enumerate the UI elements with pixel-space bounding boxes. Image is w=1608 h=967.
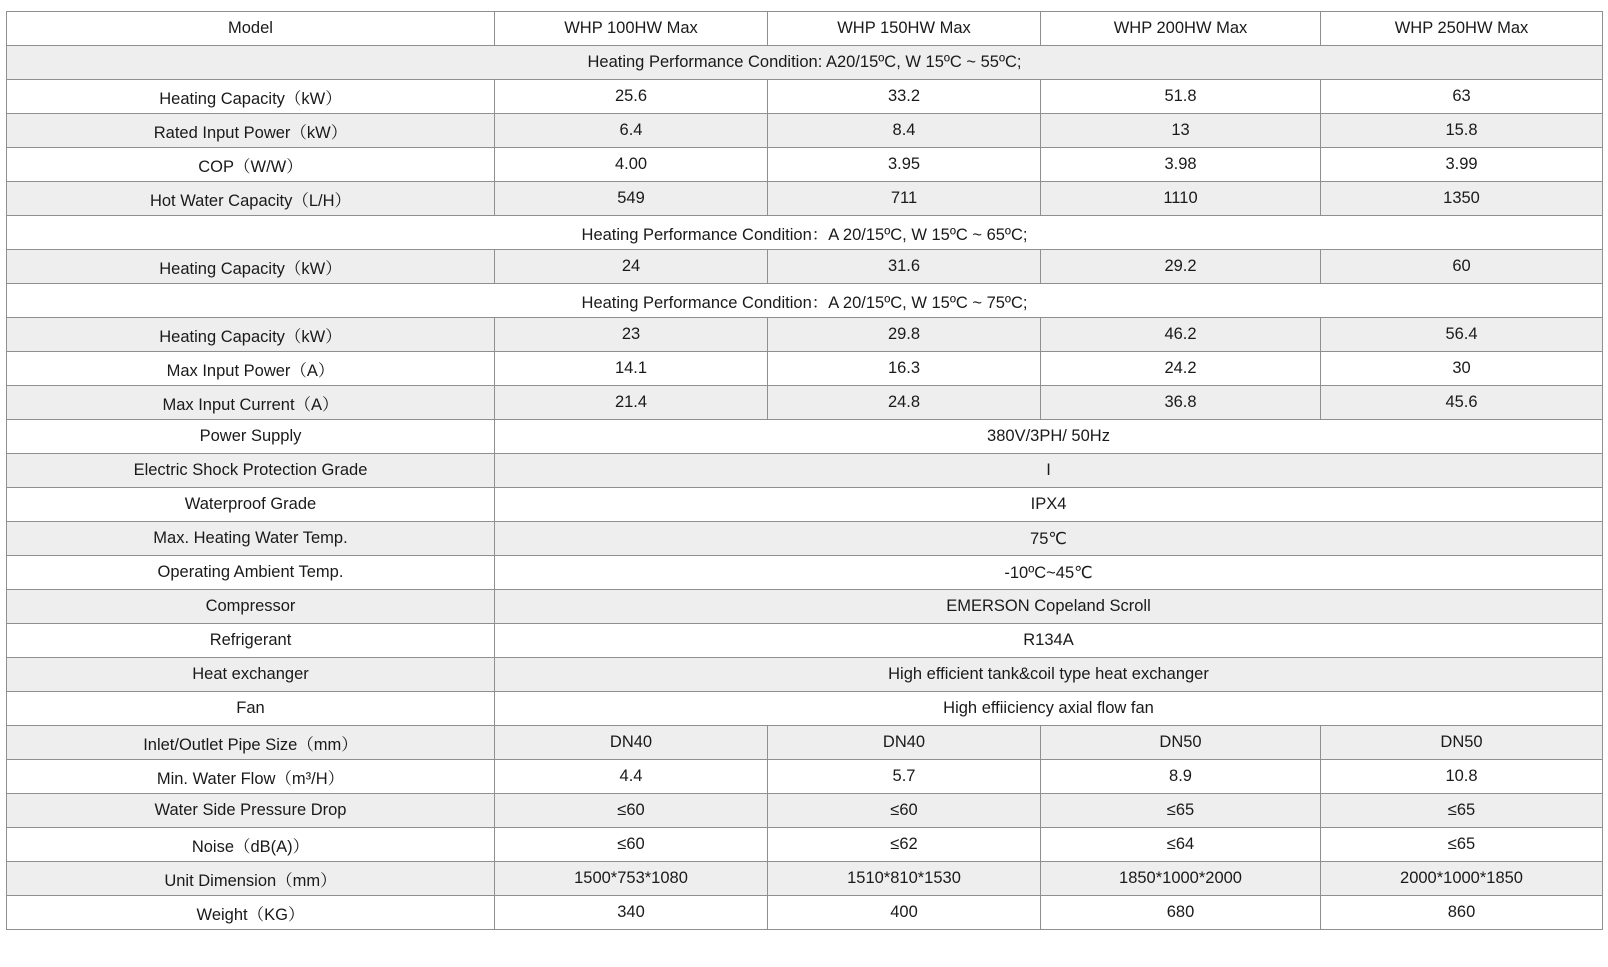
spec-value-model-2: 711: [768, 182, 1041, 216]
spec-value-model-4: 56.4: [1321, 318, 1603, 352]
header-model-3: WHP 200HW Max: [1041, 12, 1321, 46]
spec-value-model-4: DN50: [1321, 726, 1603, 760]
spec-label: Min. Water Flow（m³/H）: [7, 760, 495, 794]
spec-label: Heating Capacity（kW）: [7, 80, 495, 114]
spec-value-model-1: 1500*753*1080: [495, 862, 768, 896]
spec-value-model-2: 24.8: [768, 386, 1041, 420]
spec-value-model-4: 1350: [1321, 182, 1603, 216]
section-row: [7, 216, 1603, 250]
spec-label: Unit Dimension（mm）: [7, 862, 495, 896]
spec-label: Heating Capacity（kW）: [7, 318, 495, 352]
spec-value-model-3: ≤65: [1041, 794, 1321, 828]
spec-label: Power Supply: [7, 420, 495, 454]
spec-row: [7, 522, 1603, 556]
spec-row: [7, 182, 1603, 216]
spec-value-all-models: R134A: [495, 624, 1603, 658]
spec-value-model-2: 29.8: [768, 318, 1041, 352]
spec-value-model-4: 63: [1321, 80, 1603, 114]
spec-value-all-models: High efficient tank&coil type heat exchanger: [495, 658, 1603, 692]
spec-value-model-1: 14.1: [495, 352, 768, 386]
spec-value-model-4: 30: [1321, 352, 1603, 386]
spec-row: [7, 250, 1603, 284]
spec-value-model-4: 15.8: [1321, 114, 1603, 148]
header-model-1: WHP 100HW Max: [495, 12, 768, 46]
spec-label: Inlet/Outlet Pipe Size（mm）: [7, 726, 495, 760]
spec-value-model-2: 8.4: [768, 114, 1041, 148]
spec-row: [7, 420, 1603, 454]
spec-label: COP（W/W）: [7, 148, 495, 182]
spec-value-model-3: 1850*1000*2000: [1041, 862, 1321, 896]
spec-row: [7, 80, 1603, 114]
spec-label: Max Input Current（A）: [7, 386, 495, 420]
spec-value-all-models: EMERSON Copeland Scroll: [495, 590, 1603, 624]
spec-value-model-3: 3.98: [1041, 148, 1321, 182]
spec-label: Water Side Pressure Drop: [7, 794, 495, 828]
spec-table-body: [7, 12, 1603, 930]
section-condition: Heating Performance Condition：A 20/15ºC, W 15ºC ~ 65ºC;: [7, 216, 1603, 250]
spec-row: [7, 658, 1603, 692]
spec-value-all-models: -10ºC~45℃: [495, 556, 1603, 590]
spec-value-model-1: ≤60: [495, 794, 768, 828]
spec-row: [7, 318, 1603, 352]
spec-value-model-4: ≤65: [1321, 828, 1603, 862]
spec-row: [7, 760, 1603, 794]
spec-value-model-1: 24: [495, 250, 768, 284]
spec-value-model-1: 340: [495, 896, 768, 930]
spec-row: [7, 862, 1603, 896]
spec-value-model-3: 24.2: [1041, 352, 1321, 386]
spec-value-model-2: 33.2: [768, 80, 1041, 114]
spec-value-model-3: 8.9: [1041, 760, 1321, 794]
spec-value-model-3: 1110: [1041, 182, 1321, 216]
spec-value-all-models: 380V/3PH/ 50Hz: [495, 420, 1603, 454]
section-row: [7, 284, 1603, 318]
spec-value-model-2: 400: [768, 896, 1041, 930]
spec-label: Max. Heating Water Temp.: [7, 522, 495, 556]
spec-label: Electric Shock Protection Grade: [7, 454, 495, 488]
spec-value-model-1: 4.00: [495, 148, 768, 182]
section-row: [7, 46, 1603, 80]
spec-row: [7, 556, 1603, 590]
spec-value-model-4: 60: [1321, 250, 1603, 284]
spec-label: Heat exchanger: [7, 658, 495, 692]
spec-row: [7, 488, 1603, 522]
spec-value-model-3: ≤64: [1041, 828, 1321, 862]
spec-row: [7, 114, 1603, 148]
spec-row: [7, 148, 1603, 182]
spec-label: Waterproof Grade: [7, 488, 495, 522]
spec-value-model-1: DN40: [495, 726, 768, 760]
header-model-2: WHP 150HW Max: [768, 12, 1041, 46]
spec-value-all-models: 75℃: [495, 522, 1603, 556]
spec-value-all-models: High effiiciency axial flow fan: [495, 692, 1603, 726]
spec-label: Rated Input Power（kW）: [7, 114, 495, 148]
spec-value-model-1: 25.6: [495, 80, 768, 114]
spec-row: [7, 726, 1603, 760]
spec-row: [7, 386, 1603, 420]
spec-row: [7, 454, 1603, 488]
spec-label: Weight（KG）: [7, 896, 495, 930]
spec-value-model-4: ≤65: [1321, 794, 1603, 828]
spec-value-model-2: 31.6: [768, 250, 1041, 284]
spec-row: [7, 896, 1603, 930]
spec-value-model-2: 3.95: [768, 148, 1041, 182]
header-model-4: WHP 250HW Max: [1321, 12, 1603, 46]
spec-table: [6, 11, 1603, 930]
spec-row: [7, 794, 1603, 828]
spec-row: [7, 692, 1603, 726]
section-condition: Heating Performance Condition: A20/15ºC, W 15ºC ~ 55ºC;: [7, 46, 1603, 80]
spec-label: Heating Capacity（kW）: [7, 250, 495, 284]
spec-value-model-4: 3.99: [1321, 148, 1603, 182]
spec-value-model-2: 1510*810*1530: [768, 862, 1041, 896]
spec-row: [7, 590, 1603, 624]
spec-value-model-1: 6.4: [495, 114, 768, 148]
spec-row: [7, 352, 1603, 386]
spec-value-model-4: 10.8: [1321, 760, 1603, 794]
spec-value-model-3: 680: [1041, 896, 1321, 930]
spec-value-model-1: 4.4: [495, 760, 768, 794]
spec-value-model-2: ≤60: [768, 794, 1041, 828]
spec-value-model-4: 2000*1000*1850: [1321, 862, 1603, 896]
spec-table-container: [6, 11, 1602, 930]
spec-value-model-3: 29.2: [1041, 250, 1321, 284]
spec-label: Operating Ambient Temp.: [7, 556, 495, 590]
spec-value-model-1: ≤60: [495, 828, 768, 862]
spec-value-all-models: I: [495, 454, 1603, 488]
spec-value-model-2: 16.3: [768, 352, 1041, 386]
spec-value-model-3: 13: [1041, 114, 1321, 148]
spec-value-model-1: 23: [495, 318, 768, 352]
spec-value-model-2: 5.7: [768, 760, 1041, 794]
spec-value-all-models: IPX4: [495, 488, 1603, 522]
spec-value-model-1: 549: [495, 182, 768, 216]
spec-value-model-3: DN50: [1041, 726, 1321, 760]
spec-value-model-3: 36.8: [1041, 386, 1321, 420]
spec-value-model-3: 51.8: [1041, 80, 1321, 114]
spec-label: Noise（dB(A)）: [7, 828, 495, 862]
header-row: [7, 12, 1603, 46]
section-condition: Heating Performance Condition：A 20/15ºC, W 15ºC ~ 75ºC;: [7, 284, 1603, 318]
header-label: Model: [7, 12, 495, 46]
spec-value-model-2: DN40: [768, 726, 1041, 760]
spec-row: [7, 624, 1603, 658]
spec-label: Refrigerant: [7, 624, 495, 658]
spec-label: Max Input Power（A）: [7, 352, 495, 386]
spec-value-model-4: 860: [1321, 896, 1603, 930]
spec-label: Compressor: [7, 590, 495, 624]
spec-value-model-3: 46.2: [1041, 318, 1321, 352]
spec-value-model-1: 21.4: [495, 386, 768, 420]
spec-value-model-4: 45.6: [1321, 386, 1603, 420]
spec-value-model-2: ≤62: [768, 828, 1041, 862]
spec-label: Fan: [7, 692, 495, 726]
spec-label: Hot Water Capacity（L/H）: [7, 182, 495, 216]
spec-row: [7, 828, 1603, 862]
